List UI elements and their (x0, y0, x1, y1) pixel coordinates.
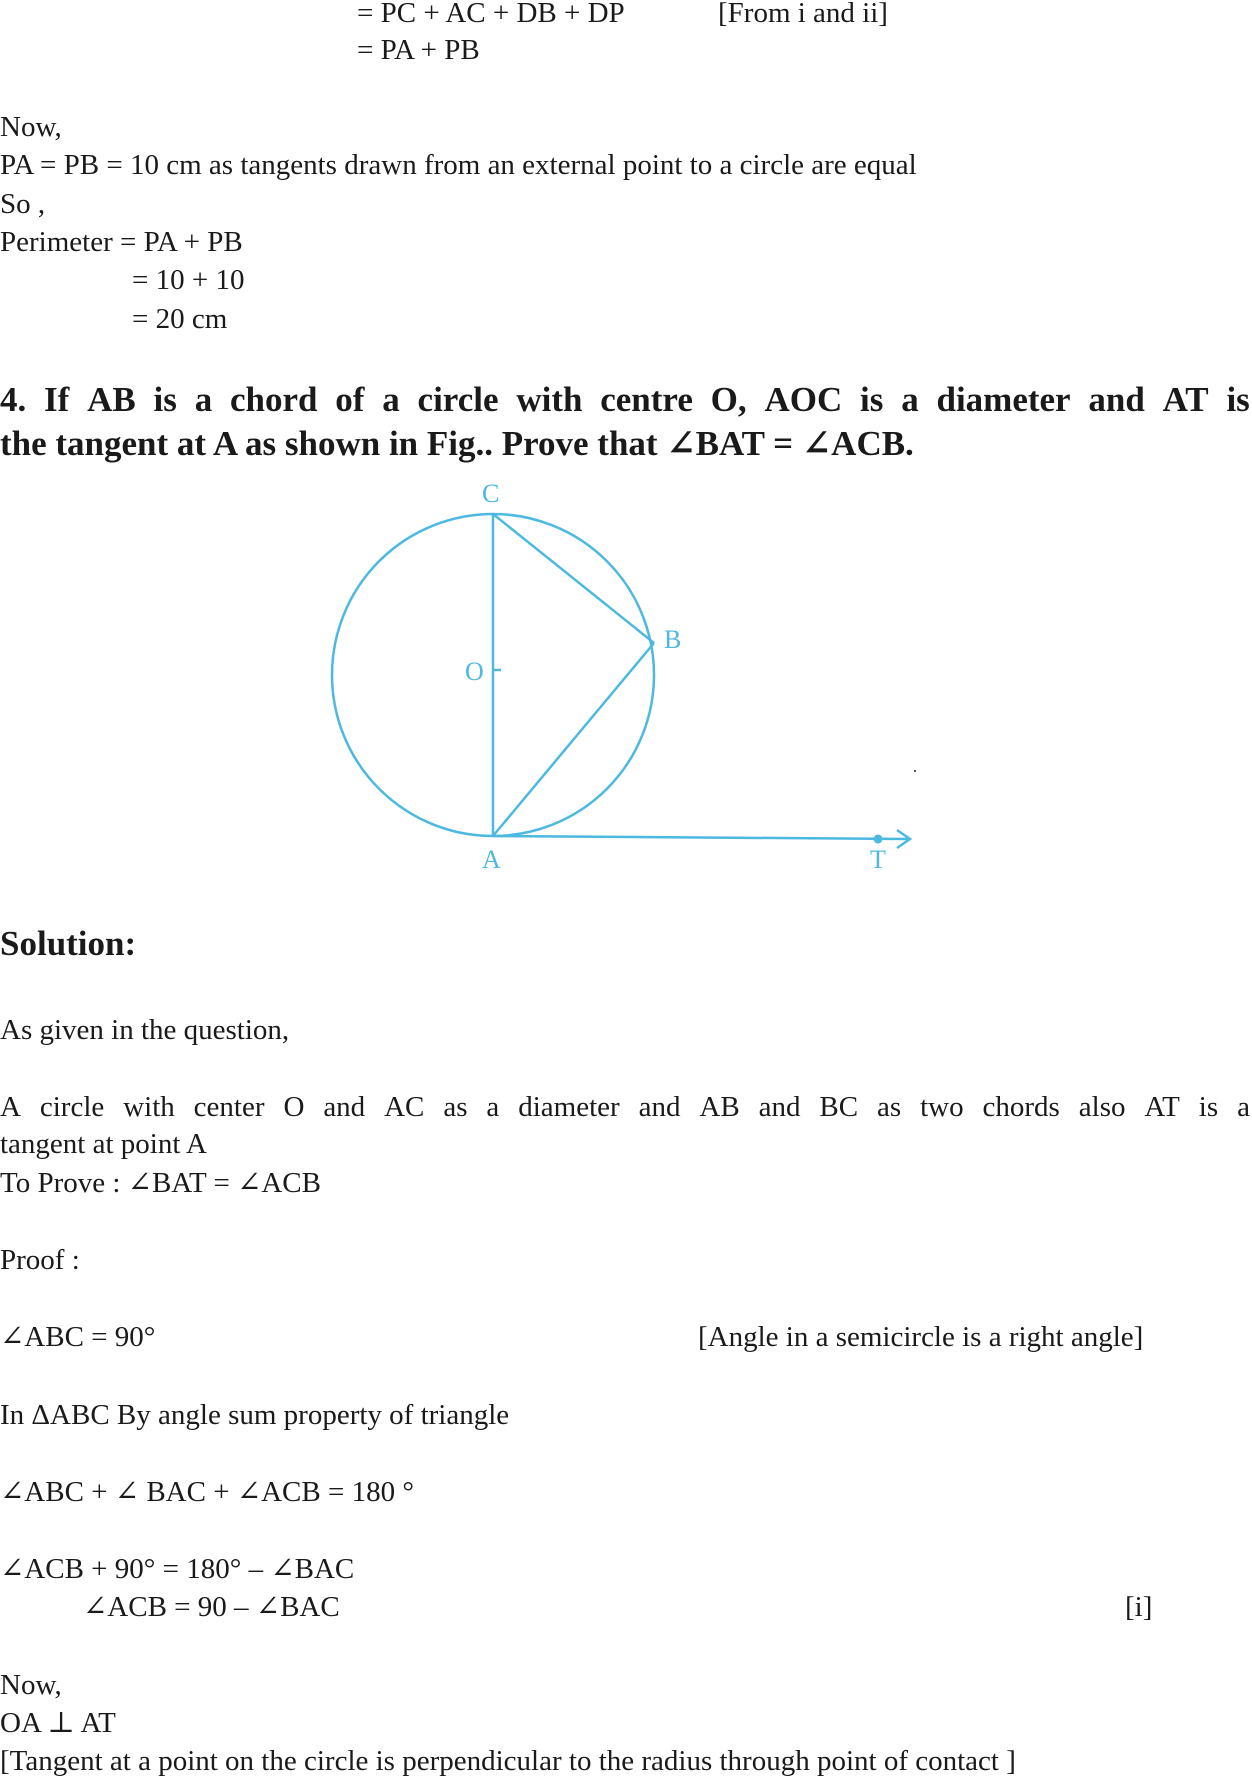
word: If (44, 380, 70, 419)
tangent-at (493, 836, 910, 839)
text-line: As given in the question, (0, 1014, 290, 1046)
equation-line: = 20 cm (132, 303, 228, 335)
figure-strokes (332, 514, 910, 848)
text-line: So , (0, 188, 46, 220)
word: AOC (764, 380, 843, 419)
question-heading-line (0, 378, 1250, 422)
word: a (486, 1091, 500, 1123)
word: as (443, 1091, 468, 1123)
label-b: B (664, 625, 682, 654)
word: of (335, 380, 365, 419)
word: a (382, 380, 400, 419)
equation-line: OA ⊥ AT (0, 1707, 116, 1739)
text-line: In ΔABC By angle sum property of triangle (0, 1399, 510, 1431)
word: two (920, 1091, 964, 1123)
equation-line: ∠ACB = 90 – ∠BAC (83, 1591, 340, 1623)
word: with (516, 380, 583, 419)
word: diameter (518, 1091, 620, 1123)
text-line: Now, (0, 111, 62, 143)
word: as (877, 1091, 902, 1123)
word: AT (1162, 380, 1209, 419)
word: and (638, 1091, 681, 1123)
word: AB (87, 380, 136, 419)
equation-reference: [i] (1125, 1591, 1153, 1623)
equation-line: ∠ACB + 90° = 180° – ∠BAC (0, 1553, 355, 1585)
word: also (1078, 1091, 1126, 1123)
label-a: A (482, 845, 501, 874)
word: circle (39, 1091, 105, 1123)
label-t: T (870, 845, 886, 874)
stray-dot (914, 770, 916, 772)
justified-text-line (0, 1090, 1250, 1124)
word: AT (1144, 1091, 1180, 1123)
word: AC (384, 1091, 425, 1123)
word: center (193, 1091, 265, 1123)
word: BC (819, 1091, 859, 1123)
circle-tangent-figure (300, 465, 920, 885)
equation-line: Perimeter = PA + PB (0, 226, 243, 258)
figure-labels (465, 479, 886, 874)
word: 4. (0, 380, 27, 419)
word: is (860, 380, 884, 419)
equation-reference: [From i and ii] (718, 0, 888, 29)
equation-reason: [Tangent at a point on the circle is perpendicular to the radius through point of contact ] (0, 1745, 1016, 1777)
equation-line: = 10 + 10 (132, 264, 245, 296)
text-line: Now, (0, 1669, 62, 1701)
word: chords (982, 1091, 1060, 1123)
word: a (1237, 1091, 1250, 1123)
equation-reason: [Angle in a semicircle is a right angle] (698, 1321, 1144, 1353)
chord-cb (493, 514, 654, 643)
word: centre (600, 380, 693, 419)
question-heading-line: the tangent at A as shown in Fig.. Prove that ∠BAT = ∠ACB. (0, 424, 914, 463)
word: diameter (936, 380, 1071, 419)
to-prove-line: To Prove : ∠BAT = ∠ACB (0, 1167, 321, 1199)
word: AB (699, 1091, 740, 1123)
label-c: C (482, 479, 500, 508)
given-line-1 (0, 1090, 1250, 1124)
solution-heading: Solution: (0, 924, 137, 963)
word: and (1088, 380, 1145, 419)
word: a (194, 380, 213, 419)
equation-line: = PC + AC + DB + DP (357, 0, 625, 29)
word: and (323, 1091, 366, 1123)
point-t-dot (874, 835, 883, 844)
question-line-1 (0, 378, 1250, 422)
proof-label: Proof : (0, 1244, 80, 1276)
text-line: tangent at point A (0, 1128, 207, 1160)
word: is (1226, 380, 1250, 419)
word: with (123, 1091, 175, 1123)
text-line: PA = PB = 10 cm as tangents drawn from an external point to a circle are equal (0, 149, 917, 181)
word: is (153, 380, 177, 419)
word: is (1198, 1091, 1219, 1123)
label-o: O (465, 657, 484, 686)
equation-line: ∠ABC = 90° (0, 1321, 156, 1353)
word: A (0, 1091, 21, 1123)
equation-line: = PA + PB (357, 34, 480, 66)
word: chord (230, 380, 318, 419)
word: and (758, 1091, 801, 1123)
chord-ab (493, 643, 654, 836)
word: O (283, 1091, 305, 1123)
word: circle (417, 380, 499, 419)
equation-line: ∠ABC + ∠ BAC + ∠ACB = 180 ° (0, 1476, 414, 1508)
word: a (901, 380, 919, 419)
word: O, (710, 380, 747, 419)
